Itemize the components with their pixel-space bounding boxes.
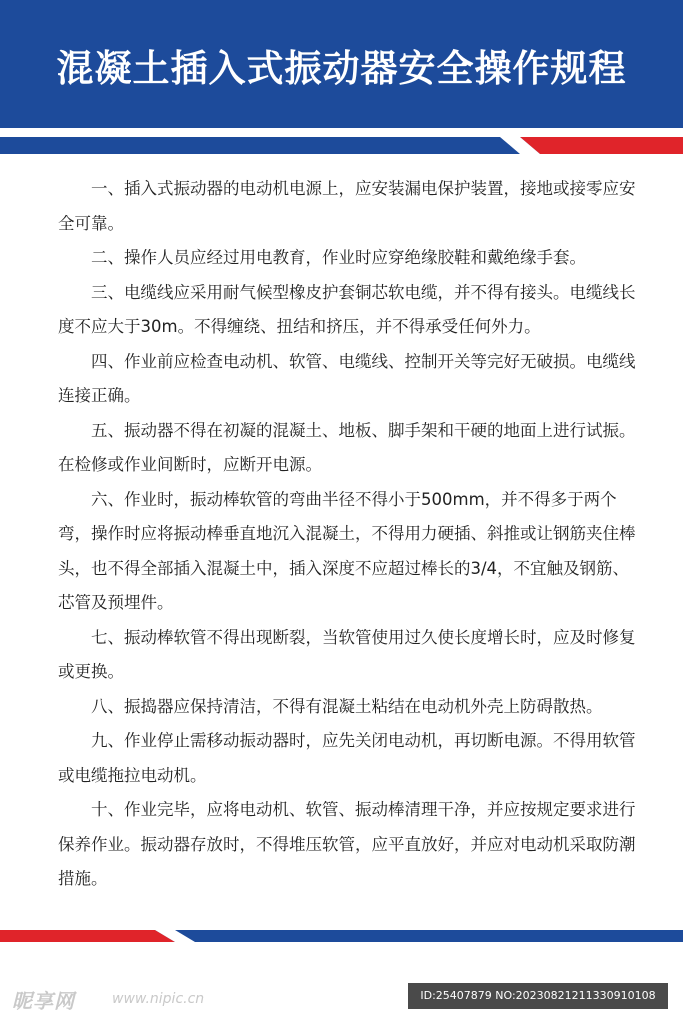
rule-item: 二、操作人员应经过用电教育，作业时应穿绝缘胶鞋和戴绝缘手套。 xyxy=(91,248,586,267)
rule-item: 七、振动棒软管不得出现断裂，当软管使用过久使长度增长时，应及时修复或更换。 xyxy=(58,627,636,681)
rule-item: 九、作业停止需移动振动器时，应先关闭电动机，再切断电源。不得用软管或电缆拖拉电动机。 xyxy=(58,731,636,785)
rule-item: 五、振动器不得在初凝的混凝土、地板、脚手架和干硬的地面上进行试振。在检修或作业间断时，应断开电源。 xyxy=(58,420,636,474)
rules-list xyxy=(58,172,638,897)
page-title: 混凝土插入式振动器安全操作规程 xyxy=(56,47,627,90)
rule-item: 八、振捣器应保持清洁，不得有混凝土粘结在电动机外壳上防碍散热。 xyxy=(91,696,603,716)
rule-item: 一、插入式振动器的电动机电源上，应安装漏电保护装置，接地或接零应安全可靠。 xyxy=(58,179,636,233)
rule-item: 三、电缆线应采用耐气候型橡皮护套铜芯软电缆，并不得有接头。电缆线长度不应大于30m。不得缠绕、扭结和挤压，并不得承受任何外力。 xyxy=(58,282,636,336)
image-id-label: ID:25407879 NO:20230821211330910108 xyxy=(408,983,668,1009)
watermark-url: www.nipic.cn xyxy=(112,991,205,1007)
top-stripe-decoration xyxy=(0,128,683,154)
rule-item: 十、作业完毕，应将电动机、软管、振动棒清理干净，并应按规定要求进行保养作业。振动器存放时，不得堆压软管，应平直放好，并应对电动机采取防潮措施。 xyxy=(58,800,636,888)
rule-item: 六、作业时，振动棒软管的弯曲半径不得小于500mm，并不得多于两个弯，操作时应将振动棒垂直地沉入混凝土，不得用力硬插、斜推或让钢筋夹住棒头，也不得全部插入混凝土中，插入深度不应超过棒长的3/4，不宜触及钢筋、芯管及预埋件。 xyxy=(58,489,636,612)
bottom-stripe-decoration xyxy=(0,926,683,952)
watermark-brand: 昵享网 xyxy=(12,989,75,1013)
rule-item: 四、作业前应检查电动机、软管、电缆线、控制开关等完好无破损。电缆线连接正确。 xyxy=(58,351,636,405)
